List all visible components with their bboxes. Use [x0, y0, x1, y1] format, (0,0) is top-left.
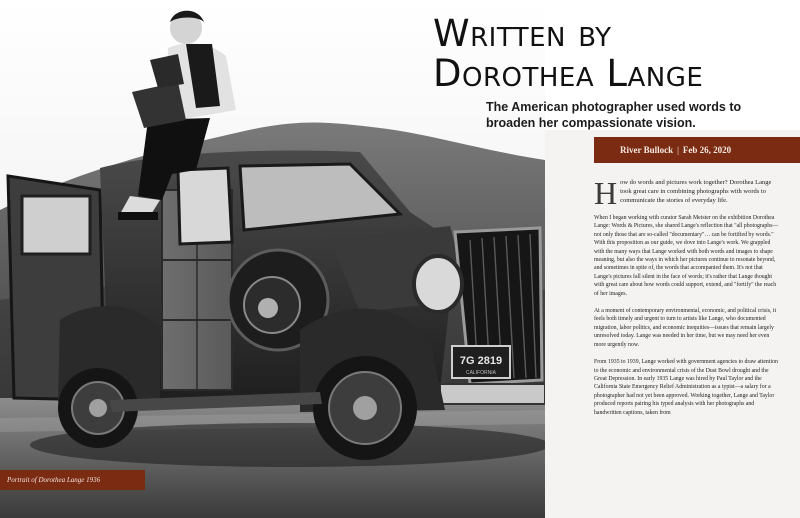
lead-text: ow do words and pictures work together? Dorothea Lange took great care in combining photographs with words to communicate the stories of everyday life. [620, 179, 772, 204]
drop-cap: H [594, 175, 618, 211]
title-line-1: Written by [433, 12, 612, 55]
publish-date: Feb 26, 2020 [682, 145, 732, 155]
article-body [594, 175, 782, 426]
plate-number: 7G 2819 [459, 355, 503, 367]
plate-state: CALIFORNIA [465, 370, 497, 376]
byline-separator: | [677, 145, 679, 155]
article-subtitle: The American photographer used words to broaden her compassionate vision. [486, 100, 742, 130]
lead-paragraph [594, 175, 782, 211]
title-line-2: Dorothea Lange [433, 52, 704, 95]
author-name: River Bullock [620, 145, 674, 155]
body-paragraph-3: From 1935 to 1939, Lange worked with government agencies to draw attention to the economic and environmental crisis of the Dust Bowl drought and the Great Depression. In early 1935 Lange was hired by Paul Taylor and the California State Emergency Relief Administration as a typist—a salary for a photographer had not yet been approved. Working together, Lange and Taylor produced reports pairing his typed analysis with her photographs and handwritten captions, taken from [594, 359, 778, 416]
body-paragraph-1: When I began working with curator Sarah Meister on the exhibition Dorothea Lange: Words & Pictures, she shared Lange's reflection that "all photographs—not only those that are so-called "documentary"… can be fortified by words." With this proposition as our guide, we dove into Lange's work. We grappled with the many ways that Lange worked with both words and images to shape meaning, but also the ways in which her pictures continue to resonate beyond, and sometimes in spite of, the words that accompanied them. It's not that Lange's pictures fall silent in the face of words; it's rather that Lange thought with great care about how words could support, extend, and "fortify" the reach of her images. [594, 215, 779, 297]
body-paragraph-2: At a moment of contemporary environmental, economic, and political crisis, it feels both timely and urgent to turn to artists like Lange, who documented migration, labor politics, and economic inequities—issues that remain largely unresolved today. Lange was needed in her time, but we may need her even more urgently now. [594, 308, 777, 348]
photo-caption: Portrait of Dorothea Lange 1936 [0, 470, 145, 490]
article-title [433, 14, 793, 94]
byline [594, 137, 800, 163]
